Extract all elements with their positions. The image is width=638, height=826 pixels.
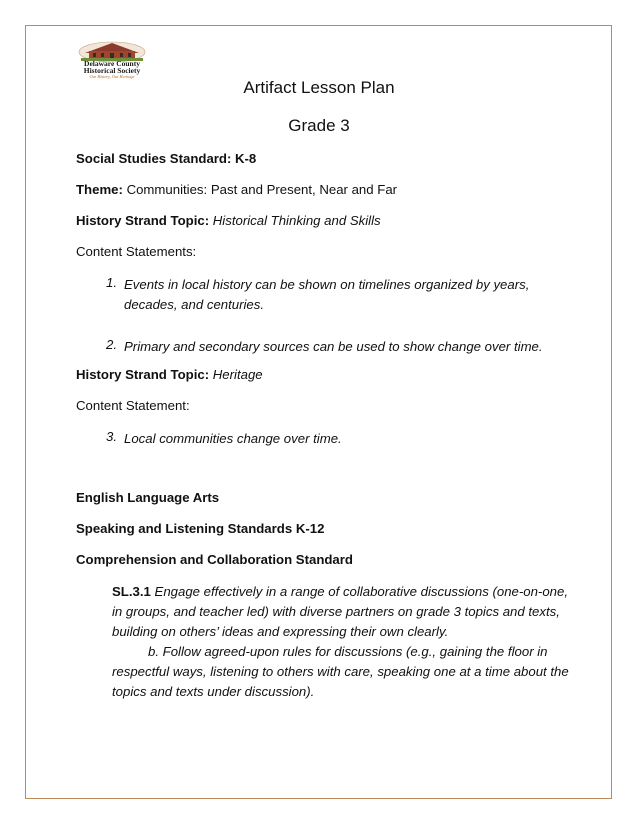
logo-tagline: Our History, Our Heritage [89, 74, 135, 79]
list-item-text: Events in local history can be shown on timelines organized by years, decades, and centuries. [124, 277, 530, 312]
list-item-number: 2. [106, 337, 117, 352]
strand-topic-2 [76, 367, 263, 382]
social-studies-standard: Social Studies Standard: K-8 [76, 151, 257, 166]
standard-text: Engage effectively in a range of collaborative discussions (one-on-one, in groups, and teacher led) with diverse partners on grade 3 topics and texts, building on others’ ideas and expressing their own clearly. [112, 584, 568, 639]
logo-line-2: Historical Society [83, 66, 141, 75]
document-title: Artifact Lesson Plan [243, 78, 395, 97]
strand-topic-2-value: Heritage [212, 367, 263, 382]
list-item-text: Local communities change over time. [124, 431, 342, 446]
strand-topic-1 [76, 213, 381, 228]
strand-topic-1-label: History Strand Topic: [76, 213, 210, 228]
theme-value: Communities: Past and Present, Near and Far [126, 182, 398, 197]
standard-code: SL.3.1 [112, 584, 151, 599]
list-item-number: 3. [106, 429, 117, 444]
list-item-text: Primary and secondary sources can be used to show change over time. [124, 339, 543, 354]
standard-subitem-b: b. Follow agreed-upon rules for discussions (e.g., gaining the floor in respectful ways, listening to others with care, speaking one at a time about the topics and texts under discussion). [112, 644, 569, 699]
theme-label: Theme: [76, 182, 123, 197]
comprehension-heading: Comprehension and Collaboration Standard [76, 552, 353, 567]
ela-heading: English Language Arts [76, 490, 220, 505]
strand-topic-2-label: History Strand Topic: [76, 367, 210, 382]
theme-line [76, 182, 397, 197]
content-statement-label: Content Statement: [76, 398, 190, 413]
grade-heading: Grade 3 [288, 116, 350, 135]
standard-sl-3-1 [112, 582, 572, 702]
strand-topic-1-value: Historical Thinking and Skills [212, 213, 381, 228]
content-statements-label: Content Statements: [76, 244, 197, 259]
list-item-number: 1. [106, 275, 117, 290]
speaking-listening-heading: Speaking and Listening Standards K-12 [76, 521, 325, 536]
logo-line-1: Delaware County [84, 59, 140, 68]
